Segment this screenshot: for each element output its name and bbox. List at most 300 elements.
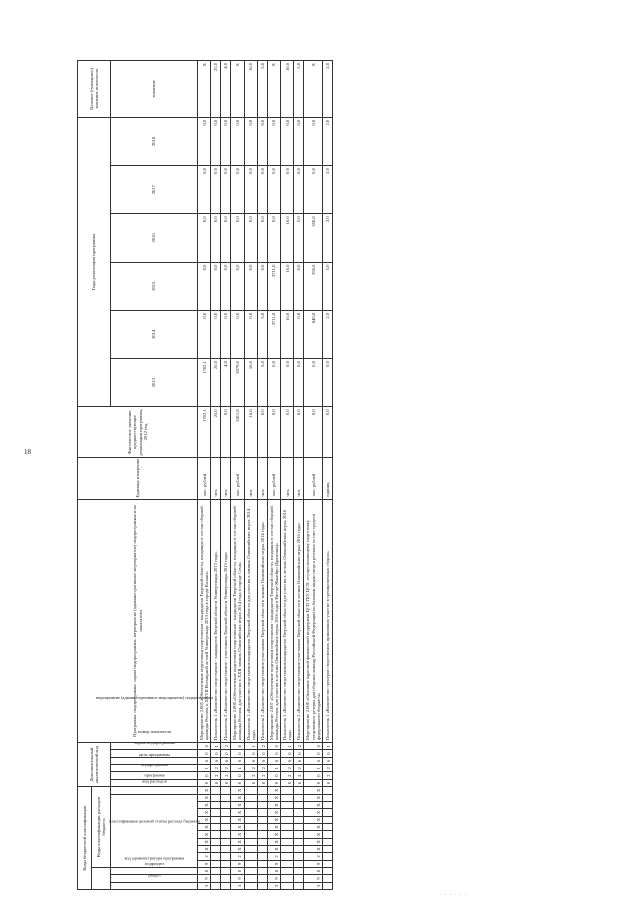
year-value-cell: 0,0 — [231, 214, 244, 262]
code-cell — [257, 823, 267, 830]
actual-value-cell: 16,0 — [244, 407, 257, 457]
year-value-cell: 0,0 — [294, 166, 304, 214]
year-value-cell: 0,0 — [257, 117, 267, 165]
code-cell — [281, 882, 294, 889]
code-cell — [211, 801, 221, 808]
year-value-cell: 0,0 — [244, 214, 257, 262]
header-years-group: Годы реализации программы — [78, 117, 111, 407]
code-cell: 0 — [231, 750, 244, 757]
year-value-cell: 0,0 — [281, 359, 294, 407]
year-value-cell: 0,0 — [244, 310, 257, 358]
code-cell: 9 — [304, 875, 322, 882]
code-cell: 3 — [267, 882, 280, 889]
code-cell: 9 — [198, 860, 211, 867]
code-cell — [211, 882, 221, 889]
code-cell: 0 — [304, 772, 322, 779]
year-value-cell: 0,0 — [267, 117, 280, 165]
code-cell — [281, 875, 294, 882]
year-value-cell: 16,0 — [244, 359, 257, 407]
code-cell — [244, 875, 257, 882]
code-cell: 9 — [267, 860, 280, 867]
code-cell: 1 — [211, 743, 221, 750]
year-value-cell: 0,0 — [221, 214, 231, 262]
row-name-cell: Показатель 1 «Количество тренеров спортсменов, принявших участие в тренировочных сборах» — [322, 499, 332, 742]
table-row — [231, 61, 244, 890]
code-cell: 0 — [231, 779, 244, 786]
code-cell — [221, 860, 231, 867]
code-cell: 8 — [231, 867, 244, 874]
code-cell: 2 — [267, 853, 280, 860]
year-value-cell: 0,0 — [198, 262, 211, 310]
year-value-cell: 0,0 — [304, 117, 322, 165]
year-value-cell: 5,0 — [294, 214, 304, 262]
code-cell: X — [267, 823, 280, 830]
year-value-cell: 0,0 — [294, 262, 304, 310]
code-cell — [257, 794, 267, 801]
code-cell — [257, 882, 267, 889]
code-cell — [211, 831, 221, 838]
code-cell: 8 — [267, 867, 280, 874]
code-cell — [281, 809, 294, 816]
code-cell: 0 — [244, 750, 257, 757]
header-code-col: вид расходов — [111, 787, 198, 794]
year-value-cell: 0,0 — [294, 310, 304, 358]
code-cell: X — [267, 809, 280, 816]
code-cell: X — [198, 809, 211, 816]
year-value-cell: 0,0 — [211, 262, 221, 310]
code-cell: 9 — [304, 860, 322, 867]
year-value-cell: 0,0 — [198, 310, 211, 358]
code-cell — [322, 860, 332, 867]
code-cell: X — [231, 838, 244, 845]
header-budget-codes: Коды бюджетной классификации — [78, 787, 92, 890]
unit-cell: чел. — [244, 457, 257, 499]
year-value-cell: 0,0 — [294, 359, 304, 407]
code-cell — [221, 823, 231, 830]
year-value-cell: 350,0 — [304, 214, 322, 262]
code-cell — [244, 882, 257, 889]
unit-cell: чел. — [294, 457, 304, 499]
year-value-cell: 0,0 — [267, 166, 280, 214]
year-value-cell: 0,0 — [231, 262, 244, 310]
code-cell — [244, 816, 257, 823]
code-cell: 2 — [244, 765, 257, 772]
code-cell — [244, 838, 257, 845]
header-code-blank — [92, 867, 111, 889]
header-code-col: программа — [111, 779, 198, 786]
code-cell — [281, 831, 294, 838]
header-target-group: Целевое (суммарное) значение показателя — [78, 61, 111, 118]
code-cell: 0 — [231, 743, 244, 750]
table-row — [304, 61, 322, 890]
code-cell — [221, 853, 231, 860]
table-row — [211, 61, 221, 890]
year-value-cell: 0,0 — [294, 117, 304, 165]
rotated-table-sheet — [77, 60, 563, 890]
code-cell: 2 — [221, 743, 231, 750]
year-value-cell: 2,0 — [322, 166, 332, 214]
code-cell: 2 — [211, 772, 221, 779]
target-value-cell: 5,0 — [257, 61, 267, 118]
header-code-col: код администратора программы — [111, 882, 198, 889]
code-cell: 0 — [221, 779, 231, 786]
year-value-cell: 0,0 — [244, 166, 257, 214]
code-cell: 3 — [304, 882, 322, 889]
row-name-cell: Мероприятие 2.006 «Обеспечение подготовки спортсменов - кандидатов Тверской области, входящих в состав сборной команды России, для участия в XXII зимних Олимпийских играх 2014 года в городе Сочи» — [231, 499, 244, 742]
unit-cell: тыс. рублей — [198, 457, 211, 499]
row-name-cell: Показатель 2 «Количество спортсменов-участников Тверской области в летних Олимпийских играх 2016 года» — [294, 499, 304, 742]
target-value-cell: 4,0 — [221, 61, 231, 118]
actual-value-cell: 0,0 — [221, 407, 231, 457]
header-code-col: подпрограмма — [111, 772, 198, 779]
actual-value-cell: 0,0 — [257, 407, 267, 457]
code-cell: 0 — [304, 743, 322, 750]
code-cell: 1 — [231, 765, 244, 772]
scan-mark: · · · · · · — [440, 893, 468, 898]
year-value-cell: 25,0 — [211, 359, 221, 407]
code-cell — [281, 860, 294, 867]
code-cell: 2 — [244, 772, 257, 779]
year-value-cell: 2,0 — [322, 310, 332, 358]
unit-cell: единиц — [322, 457, 332, 499]
year-value-cell: 2,0 — [322, 117, 332, 165]
code-cell: 6 — [221, 757, 231, 764]
unit-cell: тыс. рублей — [231, 457, 244, 499]
header-code-col: раздел — [111, 875, 198, 882]
year-value-cell: 0,0 — [211, 310, 221, 358]
code-cell: X — [304, 831, 322, 838]
year-value-cell: 0,0 — [231, 166, 244, 214]
code-cell: 9 — [231, 875, 244, 882]
code-cell — [294, 801, 304, 808]
code-cell: 6 — [322, 757, 332, 764]
code-cell: 2 — [281, 765, 294, 772]
code-cell — [257, 809, 267, 816]
year-value-cell: 16,0 — [281, 310, 294, 358]
year-value-cell: 0,0 — [211, 166, 221, 214]
code-cell: 0 — [244, 779, 257, 786]
code-cell — [294, 860, 304, 867]
code-cell — [244, 794, 257, 801]
code-cell: 0 — [221, 750, 231, 757]
code-cell: 0 — [281, 750, 294, 757]
year-value-cell: 0,0 — [231, 117, 244, 165]
code-cell: 0 — [211, 750, 221, 757]
code-cell: X — [231, 831, 244, 838]
code-cell: X — [231, 845, 244, 852]
code-cell: 2 — [304, 853, 322, 860]
code-cell — [221, 867, 231, 874]
code-cell — [322, 794, 332, 801]
row-name-cell: Показатель 2 «Количество спортсменов-участников Тверской области в зимних Олимпийских играх 2014 года» — [257, 499, 267, 742]
code-cell: 0 — [231, 772, 244, 779]
code-cell — [322, 816, 332, 823]
code-cell: 6 — [244, 757, 257, 764]
code-cell: 1 — [198, 765, 211, 772]
year-value-cell: 0,0 — [267, 359, 280, 407]
code-cell: 9 — [267, 875, 280, 882]
header-row-1 — [78, 61, 92, 890]
table-body — [198, 61, 333, 890]
code-cell: X — [304, 809, 322, 816]
code-cell: 0 — [294, 779, 304, 786]
code-cell — [281, 823, 294, 830]
code-cell — [257, 816, 267, 823]
page-number: 18 — [24, 448, 31, 456]
year-value-cell: 0,0 — [211, 214, 221, 262]
code-cell — [294, 875, 304, 882]
header-year: 2017 — [111, 166, 198, 214]
code-cell — [322, 853, 332, 860]
code-cell: X — [267, 794, 280, 801]
code-cell — [281, 867, 294, 874]
code-cell: 2 — [322, 772, 332, 779]
unit-cell: тыс. рублей — [267, 457, 280, 499]
table-row — [322, 61, 332, 890]
actual-value-cell: 0,0 — [267, 407, 280, 457]
year-value-cell: 16,0 — [281, 214, 294, 262]
code-cell: X — [304, 823, 322, 830]
code-cell: 0 — [304, 750, 322, 757]
year-value-cell: 5,0 — [322, 262, 332, 310]
code-cell — [281, 853, 294, 860]
row-name-cell: Показатель 1 «Количество спортсменов - кандидатов Тверской области Универсиады 2013 года» — [211, 499, 221, 742]
code-cell — [322, 867, 332, 874]
actual-value-cell: 0,0 — [294, 407, 304, 457]
code-cell — [211, 853, 221, 860]
code-cell — [221, 882, 231, 889]
year-value-cell: 0,0 — [198, 214, 211, 262]
code-cell — [221, 831, 231, 838]
code-cell: 6 — [267, 757, 280, 764]
actual-value-cell: 2411,8 — [231, 407, 244, 457]
code-cell — [244, 831, 257, 838]
code-cell: 2 — [257, 772, 267, 779]
code-cell: 0 — [322, 779, 332, 786]
code-cell: X — [304, 838, 322, 845]
header-year: 2014 — [111, 310, 198, 358]
code-cell: 6 — [304, 757, 322, 764]
code-cell: 0 — [211, 779, 221, 786]
code-cell: 1 — [304, 765, 322, 772]
code-cell — [244, 787, 257, 794]
target-value-cell: 16,0 — [281, 61, 294, 118]
row-name-cell: Показатель 1 «Количество спортсменов-кандидатов Тверской области для участия в зимних Олимпийских играх 2014 года» — [244, 499, 257, 742]
code-cell: X — [304, 801, 322, 808]
code-cell: 6 — [257, 757, 267, 764]
table-row — [221, 61, 231, 890]
code-cell — [294, 809, 304, 816]
code-cell: 6 — [211, 757, 221, 764]
code-cell — [294, 787, 304, 794]
year-value-cell: 0,0 — [257, 262, 267, 310]
year-value-cell: 5,0 — [257, 310, 267, 358]
code-cell — [221, 838, 231, 845]
year-value-cell: 0,0 — [198, 166, 211, 214]
code-cell — [221, 801, 231, 808]
code-cell — [294, 823, 304, 830]
year-value-cell: 0,0 — [221, 262, 231, 310]
header-year: 2016 — [111, 214, 198, 262]
target-value-cell: 16,0 — [244, 61, 257, 118]
code-cell: 0 — [304, 779, 322, 786]
table-row — [281, 61, 294, 890]
code-cell: 3 — [231, 882, 244, 889]
code-cell — [211, 845, 221, 852]
unit-cell: чел. — [221, 457, 231, 499]
code-cell — [244, 809, 257, 816]
header-code-col: номер показателя — [111, 743, 198, 750]
year-value-cell: 1702,1 — [198, 359, 211, 407]
code-cell: 9 — [231, 860, 244, 867]
code-cell: 2 — [257, 765, 267, 772]
unit-cell: тыс. рублей — [304, 457, 322, 499]
code-cell: 2 — [281, 772, 294, 779]
year-value-cell: 0,0 — [267, 214, 280, 262]
header-unit: Единица измерения — [78, 457, 198, 499]
year-value-cell: 350,0 — [304, 262, 322, 310]
header-year: 2015 — [111, 262, 198, 310]
target-value-cell: X — [198, 61, 211, 118]
year-value-cell: 2,0 — [322, 214, 332, 262]
code-cell: X — [231, 809, 244, 816]
code-cell: 1 — [322, 743, 332, 750]
code-cell — [294, 853, 304, 860]
code-cell — [211, 809, 221, 816]
actual-value-cell: 25,0 — [211, 407, 221, 457]
code-cell — [244, 860, 257, 867]
code-cell — [322, 801, 332, 808]
code-cell — [294, 838, 304, 845]
code-cell — [244, 801, 257, 808]
code-cell: X — [304, 794, 322, 801]
year-value-cell: 0,0 — [244, 117, 257, 165]
code-cell: X — [231, 816, 244, 823]
year-value-cell: 0,0 — [221, 310, 231, 358]
header-code-col: мероприятие (административное мероприятие) подпрограммы — [111, 750, 198, 757]
header-program-name: Программа, подпрограмма, задача подпрограммы, мероприятие (административное мероприятие) подпрограммы и их показатели — [78, 499, 198, 742]
code-cell — [294, 794, 304, 801]
code-cell: 0 — [198, 779, 211, 786]
unit-cell: чел. — [281, 457, 294, 499]
code-cell — [257, 831, 267, 838]
code-cell — [281, 794, 294, 801]
code-cell — [221, 875, 231, 882]
year-value-cell: 0,0 — [304, 166, 322, 214]
unit-cell: чел. — [211, 457, 221, 499]
code-cell: 1 — [267, 765, 280, 772]
year-value-cell: 4,0 — [221, 359, 231, 407]
header-actual-value: Фактическое значение, предшествующее реализации программы, 2012 год — [78, 407, 198, 457]
header-analytic-code: Дополнительный аналитический код — [78, 743, 111, 787]
target-value-cell: 5,0 — [294, 61, 304, 118]
code-cell: 0 — [257, 779, 267, 786]
code-cell: 6 — [231, 757, 244, 764]
code-cell — [281, 787, 294, 794]
code-cell: 6 — [198, 757, 211, 764]
year-value-cell: 16,0 — [281, 262, 294, 310]
code-cell: X — [198, 787, 211, 794]
year-value-cell: 3079,6 — [231, 359, 244, 407]
year-value-cell: 0,0 — [304, 359, 322, 407]
code-cell: 2 — [211, 765, 221, 772]
code-cell — [257, 787, 267, 794]
code-cell — [211, 867, 221, 874]
header-code-col: цель программы — [111, 765, 198, 772]
year-value-cell: 0,0 — [257, 166, 267, 214]
row-name-cell: Мероприятие 2.008 «Оказание адресной финансовой поддержки ЦСП ГБУ ЦСП, осуществляющему подготовку спортивного резерва для сборных команд Российской Федерации по базовым видам спорта региона за счет средств федерального бюджета» — [304, 499, 322, 742]
code-cell: 1 — [281, 743, 294, 750]
code-cell: X — [198, 831, 211, 838]
code-cell — [257, 875, 267, 882]
code-cell — [294, 882, 304, 889]
code-cell — [281, 845, 294, 852]
unit-cell: чел. — [257, 457, 267, 499]
code-cell: X — [198, 823, 211, 830]
code-cell — [211, 875, 221, 882]
program-table — [77, 60, 333, 890]
code-cell: 0 — [198, 772, 211, 779]
code-cell: 0 — [198, 743, 211, 750]
code-cell — [322, 809, 332, 816]
year-value-cell: 0,0 — [257, 214, 267, 262]
code-cell: X — [304, 787, 322, 794]
code-cell: 0 — [322, 750, 332, 757]
year-value-cell: 0,0 — [221, 117, 231, 165]
code-cell: 0 — [281, 779, 294, 786]
year-value-cell: 3711,0 — [267, 310, 280, 358]
code-cell: 8 — [304, 867, 322, 874]
code-cell: X — [267, 838, 280, 845]
code-cell: 8 — [198, 867, 211, 874]
code-cell — [244, 867, 257, 874]
code-cell — [294, 831, 304, 838]
code-cell: 9 — [198, 875, 211, 882]
code-cell: X — [198, 838, 211, 845]
code-cell: 2 — [198, 853, 211, 860]
code-cell — [322, 882, 332, 889]
year-value-cell: 0,0 — [221, 166, 231, 214]
year-value-cell: 0,0 — [281, 117, 294, 165]
code-cell — [322, 838, 332, 845]
code-cell — [294, 816, 304, 823]
code-cell — [244, 853, 257, 860]
code-cell — [257, 838, 267, 845]
table-row — [244, 61, 257, 890]
year-value-cell: 0,0 — [198, 117, 211, 165]
code-cell — [211, 823, 221, 830]
table-row — [267, 61, 280, 890]
year-value-cell: 0,0 — [322, 359, 332, 407]
code-cell: 0 — [267, 750, 280, 757]
year-value-cell: 5,0 — [257, 359, 267, 407]
target-value-cell: X — [267, 61, 280, 118]
table-row — [294, 61, 304, 890]
code-cell: 2 — [294, 743, 304, 750]
code-cell: X — [198, 845, 211, 852]
table-row — [198, 61, 211, 890]
code-cell: 2 — [294, 765, 304, 772]
code-cell: 0 — [294, 750, 304, 757]
year-value-cell: 0,0 — [281, 166, 294, 214]
header-code-col: классификация целевой статьи расхода бюджета — [111, 794, 198, 867]
code-cell — [221, 809, 231, 816]
code-cell — [211, 794, 221, 801]
header-code-col: задача подпрограммы — [111, 757, 198, 764]
code-cell — [281, 801, 294, 808]
code-cell — [281, 816, 294, 823]
code-cell — [211, 838, 221, 845]
